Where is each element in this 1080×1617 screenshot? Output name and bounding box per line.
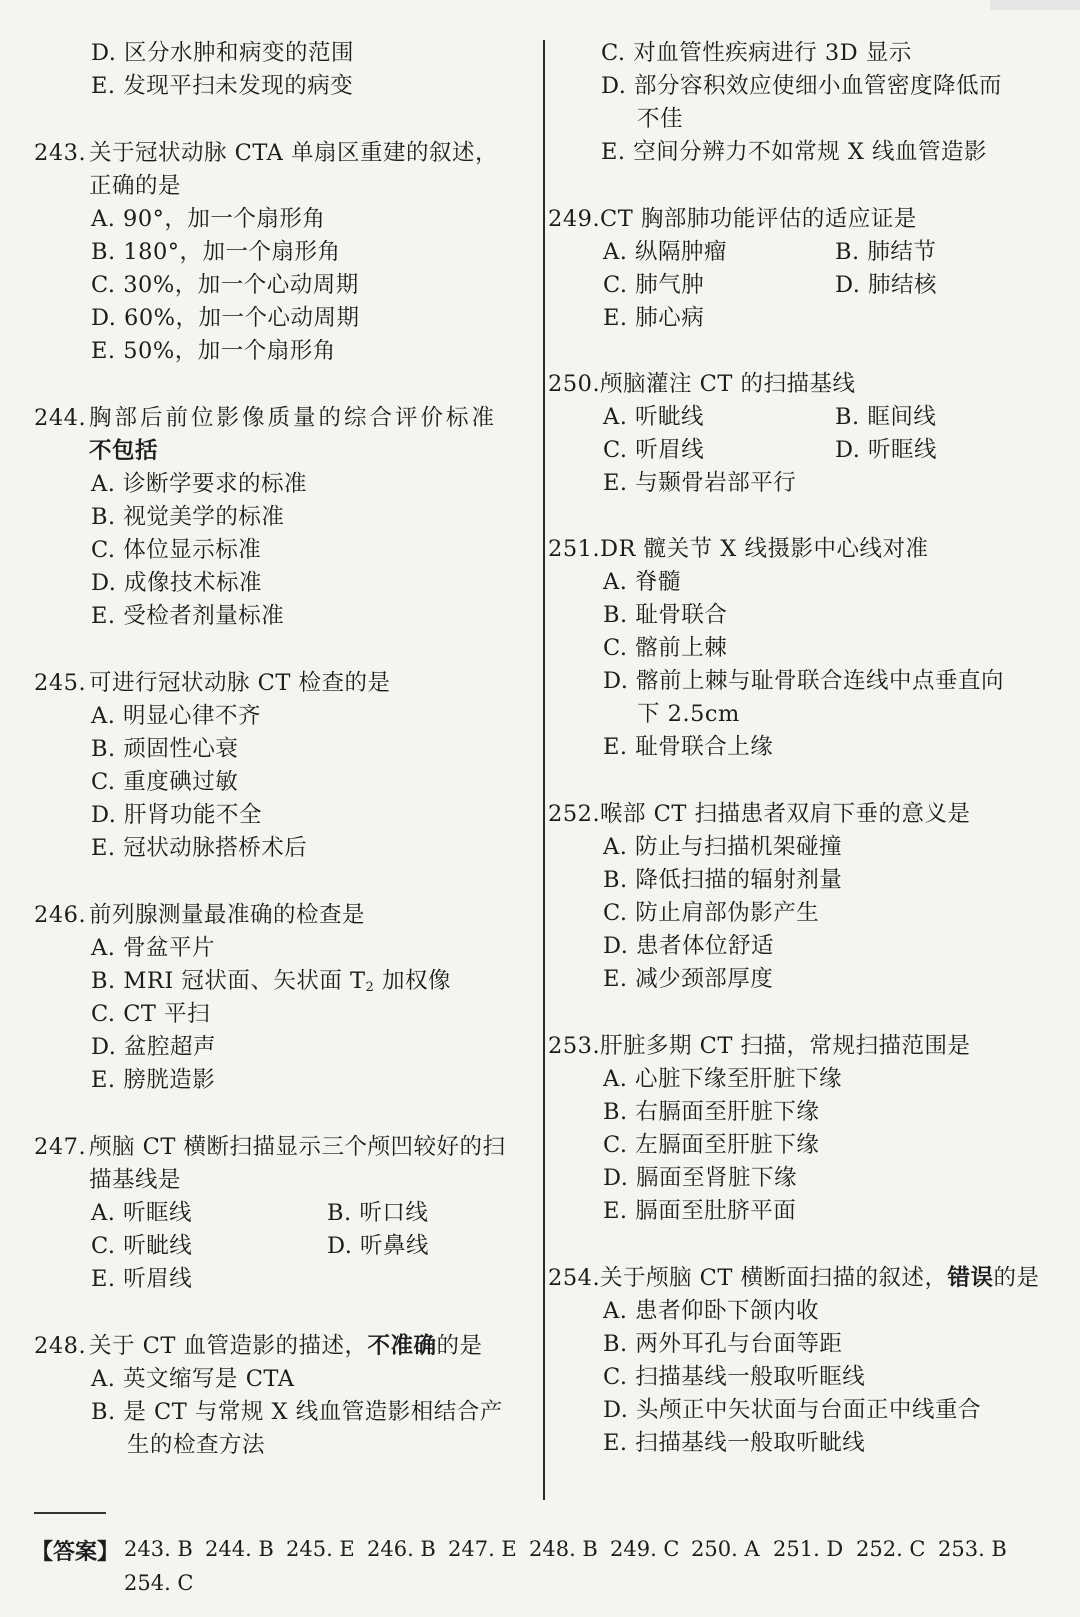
- option-c: C. 扫描基线一般取听眶线: [603, 1364, 866, 1390]
- option-d: D. 60%，加一个心动周期: [91, 305, 360, 331]
- option-a: A. 骨盆平片: [91, 935, 216, 961]
- option-d: D. 膈面至肾脏下缘: [603, 1165, 798, 1191]
- option-b: B. 顽固性心衰: [91, 736, 239, 762]
- option-b: B. 眶间线: [835, 404, 937, 430]
- option-d: D. 患者体位舒适: [603, 933, 775, 959]
- question-stem: 肝脏多期 CT 扫描，常规扫描范围是: [600, 1033, 971, 1059]
- answer-item: 243. B: [124, 1537, 193, 1561]
- option-b: [91, 966, 451, 1003]
- question-stem: [89, 1331, 483, 1361]
- option-c: C. 重度碘过敏: [91, 769, 239, 795]
- answer-item: 248. B: [529, 1537, 598, 1561]
- question-stem: 颅脑 CT 横断扫描显示三个颅凹较好的扫: [89, 1134, 506, 1160]
- question-number: 245.: [34, 670, 87, 696]
- question-stem: DR 髋关节 X 线摄影中心线对准: [600, 536, 929, 562]
- question-stem-emphasis: 不包括: [89, 438, 159, 464]
- option-a: A. 听眦线: [603, 404, 705, 430]
- question-stem: 关于冠状动脉 CTA 单扇区重建的叙述，: [89, 140, 499, 166]
- answer-item: 252. C: [856, 1537, 926, 1561]
- answer-item: 253. B: [938, 1537, 1007, 1561]
- question-number: 246.: [34, 902, 87, 928]
- option-c: C. 听眉线: [603, 437, 705, 463]
- question-stem: 前列腺测量最准确的检查是: [89, 902, 366, 928]
- question-stem: 颅脑灌注 CT 的扫描基线: [600, 371, 856, 397]
- option-d: D. 成像技术标准: [91, 570, 263, 596]
- option-e: E. 膈面至肚脐平面: [603, 1198, 797, 1224]
- option-a: A. 诊断学要求的标准: [91, 471, 308, 497]
- option-a: A. 英文缩写是 CTA: [91, 1366, 295, 1392]
- option-e: E. 听眉线: [91, 1266, 193, 1292]
- option-e: E. 扫描基线一般取听眦线: [603, 1430, 866, 1456]
- option-e: E. 与颞骨岩部平行: [603, 470, 797, 496]
- answer-item: 245. E: [286, 1537, 355, 1561]
- option-line-continued: 不佳: [637, 106, 684, 132]
- option-c: C. 体位显示标准: [91, 537, 262, 563]
- answer-item: 244. B: [205, 1537, 274, 1561]
- question-number: 252.: [548, 801, 601, 827]
- option-d: D. 听眶线: [835, 437, 938, 463]
- option-e: E. 冠状动脉搭桥术后: [91, 835, 308, 861]
- option-a: A. 患者仰卧下颌内收: [603, 1298, 820, 1324]
- option-c: C. 30%，加一个心动周期: [91, 272, 359, 298]
- option-a: A. 心脏下缘至肝脏下缘: [603, 1066, 843, 1092]
- question-stem: 胸部后前位影像质量的综合评价标准: [89, 405, 498, 431]
- question-number: 251.: [548, 536, 601, 562]
- question-stem: CT 胸部肺功能评估的适应证是: [600, 206, 917, 232]
- question-stem: 喉部 CT 扫描患者双肩下垂的意义是: [600, 801, 971, 827]
- option-b: B. 视觉美学的标准: [91, 504, 285, 530]
- answer-label: 【答案】: [31, 1540, 120, 1565]
- column-divider: [543, 40, 545, 1500]
- option-e: E. 肺心病: [603, 305, 705, 331]
- subscript: 2: [365, 980, 375, 995]
- option-c: C. 听眦线: [91, 1233, 193, 1259]
- stem-text: 关于 CT 血管造影的描述，: [89, 1333, 368, 1359]
- option-line: E. 发现平扫未发现的病变: [91, 73, 354, 99]
- option-e: E. 膀胱造影: [91, 1067, 216, 1093]
- question-number: 244.: [34, 405, 87, 431]
- answer-rule: [34, 1512, 106, 1514]
- option-b: B. 两外耳孔与台面等距: [603, 1331, 843, 1357]
- option-c: C. CT 平扫: [91, 1001, 211, 1027]
- stem-text: 关于颅脑 CT 横断面扫描的叙述，: [600, 1265, 948, 1291]
- option-d: D. 头颅正中矢状面与台面正中线重合: [603, 1397, 982, 1423]
- option-line: C. 对血管性疾病进行 3D 显示: [601, 40, 912, 66]
- question-number: 248.: [34, 1333, 87, 1359]
- question-stem: 正确的是: [89, 173, 182, 199]
- question-number: 243.: [34, 140, 87, 166]
- option-line: D. 部分容积效应使细小血管密度降低而: [601, 73, 1003, 99]
- option-b: B. 听口线: [327, 1200, 429, 1226]
- option-b: B. 右膈面至肝脏下缘: [603, 1099, 820, 1125]
- stem-text: 的是: [993, 1265, 1040, 1291]
- option-line: D. 区分水肿和病变的范围: [91, 40, 355, 66]
- answer-item: 250. A: [691, 1537, 760, 1561]
- question-number: 254.: [548, 1265, 601, 1291]
- option-e: E. 耻骨联合上缘: [603, 734, 774, 760]
- option-a: A. 明显心律不齐: [91, 703, 262, 729]
- answer-item: 247. E: [448, 1537, 517, 1561]
- option-e: E. 受检者剂量标准: [91, 603, 285, 629]
- option-a: A. 防止与扫描机架碰撞: [603, 834, 843, 860]
- option-b: B. 降低扫描的辐射剂量: [603, 867, 843, 893]
- answer-item: 246. B: [367, 1537, 436, 1561]
- stem-emphasis: 错误: [947, 1265, 994, 1291]
- option-b: B. 是 CT 与常规 X 线血管造影相结合产: [91, 1399, 503, 1425]
- option-d-continued: 下 2.5cm: [637, 701, 740, 727]
- stem-emphasis: 不准确: [367, 1333, 437, 1359]
- option-e: E. 减少颈部厚度: [603, 966, 774, 992]
- option-b: B. 耻骨联合: [603, 602, 728, 628]
- option-c: C. 防止肩部伪影产生: [603, 900, 820, 926]
- option-b: B. 肺结节: [835, 239, 937, 265]
- option-d: D. 听鼻线: [327, 1233, 430, 1259]
- question-stem: [600, 1263, 1040, 1293]
- option-d: D. 髂前上棘与耻骨联合连线中点垂直向: [603, 668, 1005, 694]
- option-d: D. 盆腔超声: [91, 1034, 217, 1060]
- question-stem: 描基线是: [89, 1167, 182, 1193]
- question-number: 250.: [548, 371, 601, 397]
- option-b: B. 180°，加一个扇形角: [91, 239, 341, 265]
- option-a: A. 90°，加一个扇形角: [91, 206, 326, 232]
- question-stem: 可进行冠状动脉 CT 检查的是: [89, 670, 391, 696]
- option-b-tail: 加权像: [374, 968, 451, 994]
- option-e: E. 50%，加一个扇形角: [91, 338, 336, 364]
- option-c: C. 髂前上棘: [603, 635, 728, 661]
- option-b-text: B. MRI 冠状面、矢状面 T: [91, 968, 366, 994]
- option-line: E. 空间分辨力不如常规 X 线血管造影: [601, 139, 988, 165]
- answer-item: 254. C: [124, 1571, 194, 1595]
- option-b-continued: 生的检查方法: [127, 1432, 266, 1458]
- option-a: A. 脊髓: [603, 569, 682, 595]
- option-c: C. 肺气肿: [603, 272, 705, 298]
- scan-corner-mark: [990, 0, 1080, 10]
- option-a: A. 纵隔肿瘤: [603, 239, 728, 265]
- option-c: C. 左膈面至肝脏下缘: [603, 1132, 820, 1158]
- answer-item: 251. D: [773, 1537, 844, 1561]
- stem-text: 的是: [436, 1333, 483, 1359]
- answer-item: 249. C: [610, 1537, 680, 1561]
- question-number: 253.: [548, 1033, 601, 1059]
- question-number: 249.: [548, 206, 601, 232]
- option-a: A. 听眶线: [91, 1200, 193, 1226]
- option-d: D. 肝肾功能不全: [91, 802, 263, 828]
- question-number: 247.: [34, 1134, 87, 1160]
- option-d: D. 肺结核: [835, 272, 938, 298]
